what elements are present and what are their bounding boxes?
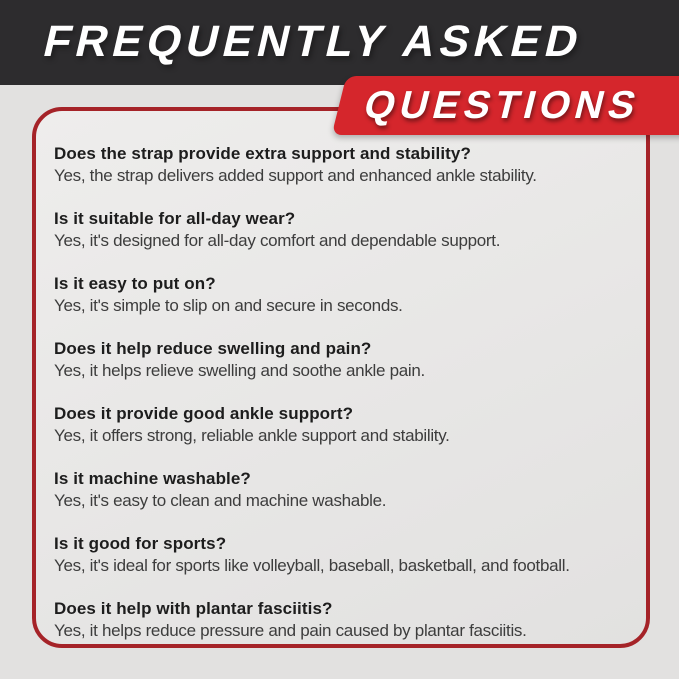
faq-question: Is it easy to put on? bbox=[54, 274, 216, 293]
faq-answer: Yes, it's ideal for sports like volleyball, baseball, basketball, and football. bbox=[54, 556, 570, 575]
faq-item bbox=[54, 598, 638, 642]
faq-question: Does it provide good ankle support? bbox=[54, 404, 354, 423]
faq-question: Is it machine washable? bbox=[54, 469, 251, 488]
faq-item bbox=[54, 403, 638, 447]
faq-question: Is it suitable for all-day wear? bbox=[54, 209, 296, 228]
faq-list bbox=[54, 143, 638, 663]
faq-question: Does it help with plantar fasciitis? bbox=[54, 599, 333, 618]
faq-question: Is it good for sports? bbox=[54, 534, 227, 553]
faq-item bbox=[54, 468, 638, 512]
banner-label: QUESTIONS bbox=[359, 83, 646, 127]
header-bar bbox=[0, 0, 679, 85]
faq-answer: Yes, it helps relieve swelling and soothe ankle pain. bbox=[54, 361, 425, 380]
faq-answer: Yes, the strap delivers added support and enhanced ankle stability. bbox=[54, 166, 537, 185]
faq-answer: Yes, it's designed for all-day comfort and dependable support. bbox=[54, 231, 501, 250]
faq-item bbox=[54, 143, 638, 187]
faq-item bbox=[54, 533, 638, 577]
faq-answer: Yes, it's easy to clean and machine washable. bbox=[54, 491, 387, 510]
faq-answer: Yes, it helps reduce pressure and pain caused by plantar fasciitis. bbox=[54, 621, 527, 640]
faq-item bbox=[54, 208, 638, 252]
page-title: FREQUENTLY ASKED bbox=[38, 17, 589, 66]
faq-question: Does the strap provide extra support and stability? bbox=[54, 144, 471, 163]
faq-answer: Yes, it's simple to slip on and secure in seconds. bbox=[54, 296, 403, 315]
faq-answer: Yes, it offers strong, reliable ankle support and stability. bbox=[54, 426, 450, 445]
questions-banner bbox=[332, 76, 679, 135]
faq-item bbox=[54, 338, 638, 382]
faq-item bbox=[54, 273, 638, 317]
faq-question: Does it help reduce swelling and pain? bbox=[54, 339, 372, 358]
faq-card bbox=[32, 107, 650, 648]
